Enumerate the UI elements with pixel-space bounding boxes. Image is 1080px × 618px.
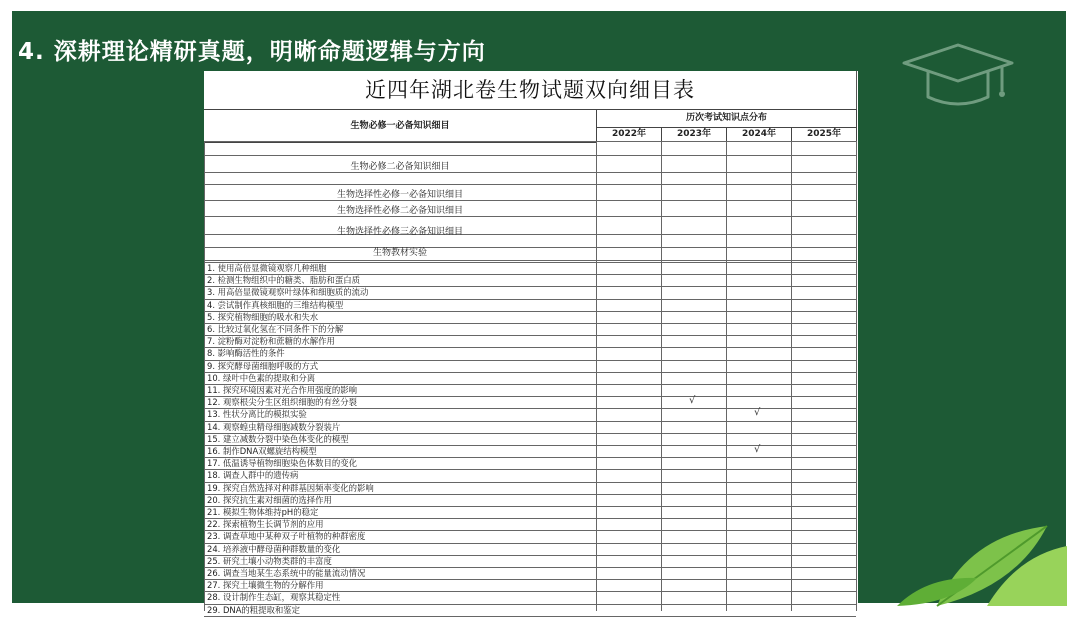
graduation-cap-icon: [898, 41, 1016, 113]
row-divider: [204, 347, 856, 348]
experiment-item: 1. 使用高倍显微镜观察几种细胞: [207, 263, 327, 273]
experiment-item: 16. 制作DNA双螺旋结构模型: [207, 446, 317, 456]
year-2022: 2022年: [597, 127, 662, 142]
section-sel2: 生物选择性必修二必备知识细目: [336, 206, 463, 216]
section-bio2: 生物必修二必备知识细目: [350, 162, 450, 172]
experiment-item: 6. 比较过氧化氢在不同条件下的分解: [207, 324, 344, 334]
experiment-item: 28. 设计制作生态缸，观察其稳定性: [207, 592, 341, 603]
table-title: 近四年湖北卷生物试题双向细目表: [204, 71, 857, 109]
experiment-item: 5. 探究植物细胞的吸水和失水: [207, 311, 319, 322]
experiment-item: 14. 观察蝗虫精母细胞减数分裂装片: [207, 421, 341, 432]
row-divider: [204, 200, 856, 201]
section-sel1: 生物选择性必修一必备知识细目: [336, 190, 463, 200]
experiment-item: 22. 探索植物生长调节剂的应用: [207, 519, 324, 530]
subject-table-sheet: [204, 71, 858, 615]
header-distribution: 历次考试知识点分布: [597, 109, 857, 128]
column-divider: [791, 141, 792, 611]
experiment-item: 12. 观察根尖分生区组织细胞的有丝分裂: [207, 397, 357, 408]
experiment-item: 29. DNA的粗提取和鉴定: [207, 604, 301, 615]
experiment-item: 24. 培养液中酵母菌种群数量的变化: [207, 543, 341, 554]
year-2025: 2025年: [792, 127, 857, 142]
experiment-item: 19. 探究自然选择对种群基因频率变化的影响: [207, 482, 374, 493]
row-divider: [204, 216, 856, 217]
check-mark: √: [754, 407, 761, 419]
row-divider: [204, 469, 856, 470]
row-divider: [204, 616, 856, 617]
column-divider: [661, 141, 662, 611]
year-2023: 2023年: [662, 127, 727, 142]
experiment-item: 3. 用高倍显微镜观察叶绿体和细胞质的流动: [207, 287, 369, 298]
section-experiments: 生物教材实验: [372, 248, 427, 258]
check-mark: √: [754, 444, 761, 455]
experiment-item: 11. 探究环境因素对光合作用强度的影响: [207, 385, 357, 395]
column-divider: [856, 141, 857, 611]
experiment-item: 13. 性状分离比的模拟实验: [207, 409, 307, 420]
row-divider: [204, 141, 856, 142]
leaves-decoration: [897, 516, 1067, 606]
experiment-item: 9. 探究酵母菌细胞呼吸的方式: [207, 360, 319, 371]
experiment-item: 20. 探究抗生素对细菌的选择作用: [207, 494, 332, 505]
experiment-item: 23. 调查草地中某种双子叶植物的种群密度: [207, 531, 366, 542]
row-divider: [204, 604, 856, 605]
column-divider: [596, 141, 597, 611]
column-divider: [726, 141, 727, 611]
slide-title: 4. 深耕理论精研真题，明晰命题逻辑与方向: [18, 39, 486, 65]
experiment-item: 8. 影响酶活性的条件: [207, 348, 285, 359]
experiment-item: 27. 探究土壤微生物的分解作用: [207, 580, 324, 591]
experiment-item: 25. 研究土壤小动物类群的丰富度: [207, 555, 332, 566]
experiment-item: 21. 模拟生物体维持pH的稳定: [207, 507, 319, 517]
slide-background: [12, 11, 1066, 615]
experiment-item: 18. 调查人群中的遗传病: [207, 470, 299, 481]
experiment-item: 15. 建立减数分裂中染色体变化的模型: [207, 433, 349, 444]
year-2024: 2024年: [727, 127, 792, 142]
row-divider: [204, 172, 856, 173]
row-divider: [204, 184, 856, 185]
check-mark: √: [689, 395, 696, 407]
experiment-item: 17. 低温诱导植物细胞染色体数目的变化: [207, 458, 357, 469]
header-bio1: 生物必修一必备知识细目: [204, 109, 597, 143]
row-divider: [204, 260, 856, 261]
experiment-item: 26. 调查当地某生态系统中的能量流动情况: [207, 568, 366, 578]
experiment-item: 4. 尝试制作真核细胞的三维结构模型: [207, 299, 344, 310]
section-sel3: 生物选择性必修三必备知识细目: [336, 227, 463, 237]
row-divider: [204, 155, 856, 156]
experiment-item: 2. 检测生物组织中的糖类、脂肪和蛋白质: [207, 275, 361, 286]
experiment-item: 7. 淀粉酶对淀粉和蔗糖的水解作用: [207, 336, 335, 347]
experiment-item: 10. 绿叶中色素的提取和分离: [207, 372, 316, 383]
